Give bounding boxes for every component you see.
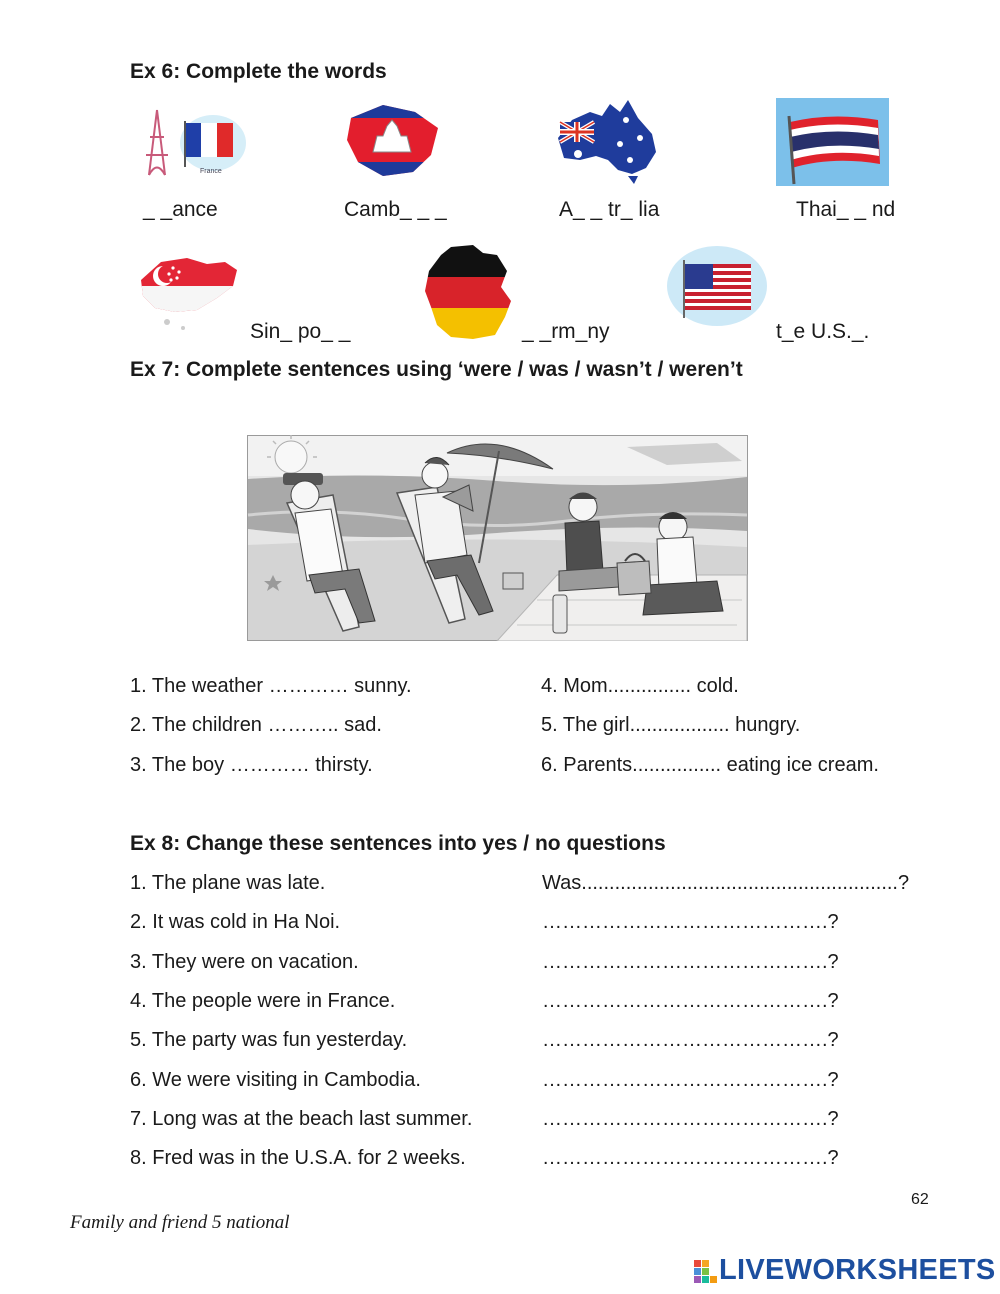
ex7-sentence-6: 6. Parents................ eating ice cream. xyxy=(541,754,879,776)
ex8-answer-5: …………………………………….? xyxy=(542,1029,839,1051)
footer-text: Family and friend 5 national xyxy=(70,1212,290,1233)
ex8-answer-7: …………………………………….? xyxy=(542,1108,839,1130)
cambodia-flag-icon xyxy=(343,100,441,180)
ex7-title: Ex 7: Complete sentences using ‘were / was / wasn’t / weren’t xyxy=(130,358,743,381)
ex6-title: Ex 6: Complete the words xyxy=(130,60,387,83)
word-thailand: Thai_ _ nd xyxy=(796,198,896,221)
word-france: _ _ance xyxy=(143,198,218,221)
ex8-answer-1: Was.........................................................? xyxy=(542,872,910,894)
ex8-answer-8: …………………………………….? xyxy=(542,1147,839,1169)
thailand-flag-icon xyxy=(776,98,889,186)
singapore-flag-icon xyxy=(137,250,243,336)
france-caption: France xyxy=(200,168,222,175)
ex7-sentence-4: 4. Mom............... cold. xyxy=(541,675,739,697)
word-germany: _ _rm_ny xyxy=(522,320,610,343)
word-cambodia: Camb_ _ _ xyxy=(344,198,447,221)
ex7-sentence-1: 1. The weather ………… sunny. xyxy=(130,675,412,697)
ex8-answer-6: …………………………………….? xyxy=(542,1069,839,1091)
ex7-sentence-3: 3. The boy ………… thirsty. xyxy=(130,754,373,776)
liveworksheets-logo-icon xyxy=(694,1260,718,1286)
ex8-sentence-4: 4. The people were in France. xyxy=(130,990,396,1012)
ex7-sentence-2: 2. The children ……….. sad. xyxy=(130,714,382,736)
ex8-sentence-6: 6. We were visiting in Cambodia. xyxy=(130,1069,421,1091)
liveworksheets-logo-text: LIVEWORKSHEETS xyxy=(719,1254,996,1286)
word-usa: t_e U.S._. xyxy=(776,320,870,343)
usa-flag-icon xyxy=(667,244,767,328)
ex8-sentence-2: 2. It was cold in Ha Noi. xyxy=(130,911,341,933)
ex8-answer-4: …………………………………….? xyxy=(542,990,839,1012)
ex8-sentence-1: 1. The plane was late. xyxy=(130,872,326,894)
beach-family-illustration xyxy=(247,435,748,641)
australia-flag-icon xyxy=(552,98,660,186)
germany-flag-icon xyxy=(421,243,521,340)
ex8-answer-2: …………………………………….? xyxy=(542,911,839,933)
ex7-sentence-5: 5. The girl.................. hungry. xyxy=(541,714,801,736)
page-number: 62 xyxy=(911,1191,929,1208)
ex8-sentence-3: 3. They were on vacation. xyxy=(130,951,359,973)
word-australia: A_ _ tr_ lia xyxy=(559,198,660,221)
word-singapore: Sin_ po_ _ xyxy=(250,320,351,343)
ex8-answer-3: …………………………………….? xyxy=(542,951,839,973)
france-flag-icon xyxy=(135,105,250,180)
ex8-sentence-8: 8. Fred was in the U.S.A. for 2 weeks. xyxy=(130,1147,466,1169)
ex8-title: Ex 8: Change these sentences into yes / no questions xyxy=(130,832,666,855)
ex8-sentence-5: 5. The party was fun yesterday. xyxy=(130,1029,408,1051)
ex8-sentence-7: 7. Long was at the beach last summer. xyxy=(130,1108,473,1130)
